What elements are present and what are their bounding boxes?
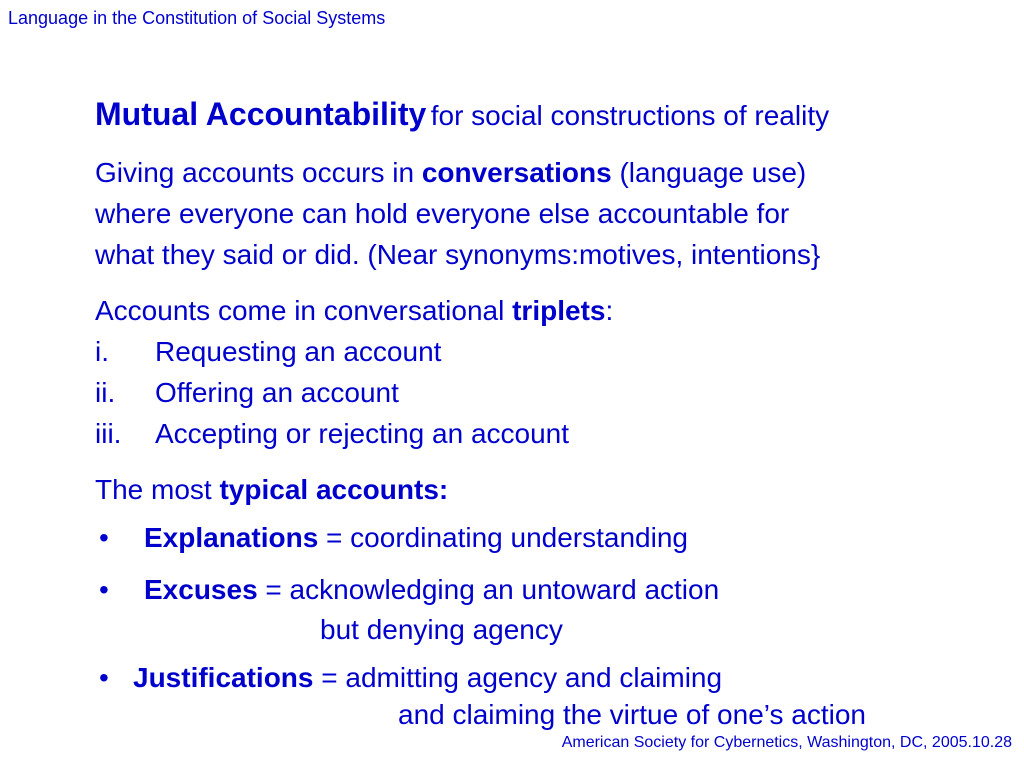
text-span: = admitting agency and claiming bbox=[313, 662, 723, 693]
text-span: = acknowledging an untoward action bbox=[257, 574, 720, 605]
paragraph-line-3: what they said or did. (Near synonyms:motives, intentions} bbox=[95, 239, 821, 270]
bold-term: triplets bbox=[512, 295, 606, 326]
title-subtitle: for social constructions of reality bbox=[430, 100, 830, 131]
text-span: Accounts come in conversational bbox=[95, 295, 513, 326]
bullet-marker: • bbox=[99, 522, 109, 553]
bold-term: Excuses bbox=[144, 574, 258, 605]
slide-footer: American Society for Cybernetics, Washington, DC, 2005.10.28 bbox=[561, 734, 1012, 751]
triplet-item: Requesting an account bbox=[155, 336, 442, 367]
bullet-item-excuses bbox=[144, 574, 719, 606]
triplet-item: Offering an account bbox=[155, 377, 399, 408]
text-span: The most bbox=[95, 474, 220, 505]
slide-title bbox=[95, 96, 829, 133]
bullet-continuation: but denying agency bbox=[320, 614, 563, 645]
paragraph-conversations bbox=[95, 152, 820, 275]
bullet-item-explanations bbox=[144, 522, 688, 554]
text-span: : bbox=[605, 295, 614, 326]
paragraph-line-2: where everyone can hold everyone else accountable for bbox=[95, 198, 790, 229]
triplet-number: iii. bbox=[95, 418, 122, 449]
text-span: = coordinating understanding bbox=[318, 522, 688, 553]
bold-term: Justifications bbox=[133, 662, 314, 693]
bullet-continuation: and claiming the virtue of one’s action bbox=[398, 699, 866, 730]
text-span: Giving accounts occurs in bbox=[95, 157, 422, 188]
paragraph-line-1 bbox=[95, 152, 820, 193]
triplet-number: i. bbox=[95, 336, 109, 367]
triplet-number: ii. bbox=[95, 377, 116, 408]
triplet-item: Accepting or rejecting an account bbox=[155, 418, 570, 449]
title-bold: Mutual Accountability bbox=[95, 96, 427, 132]
bold-term: Explanations bbox=[144, 522, 319, 553]
bold-term: typical accounts: bbox=[219, 474, 449, 505]
text-span: (language use) bbox=[611, 157, 807, 188]
bullet-item-justifications bbox=[133, 662, 722, 694]
bold-term: conversations bbox=[421, 157, 612, 188]
bullet-marker: • bbox=[99, 662, 109, 693]
slide-header: Language in the Constitution of Social Systems bbox=[8, 8, 386, 28]
bullet-marker: • bbox=[99, 574, 109, 605]
triplets-intro bbox=[95, 290, 613, 331]
typical-intro bbox=[95, 469, 448, 510]
